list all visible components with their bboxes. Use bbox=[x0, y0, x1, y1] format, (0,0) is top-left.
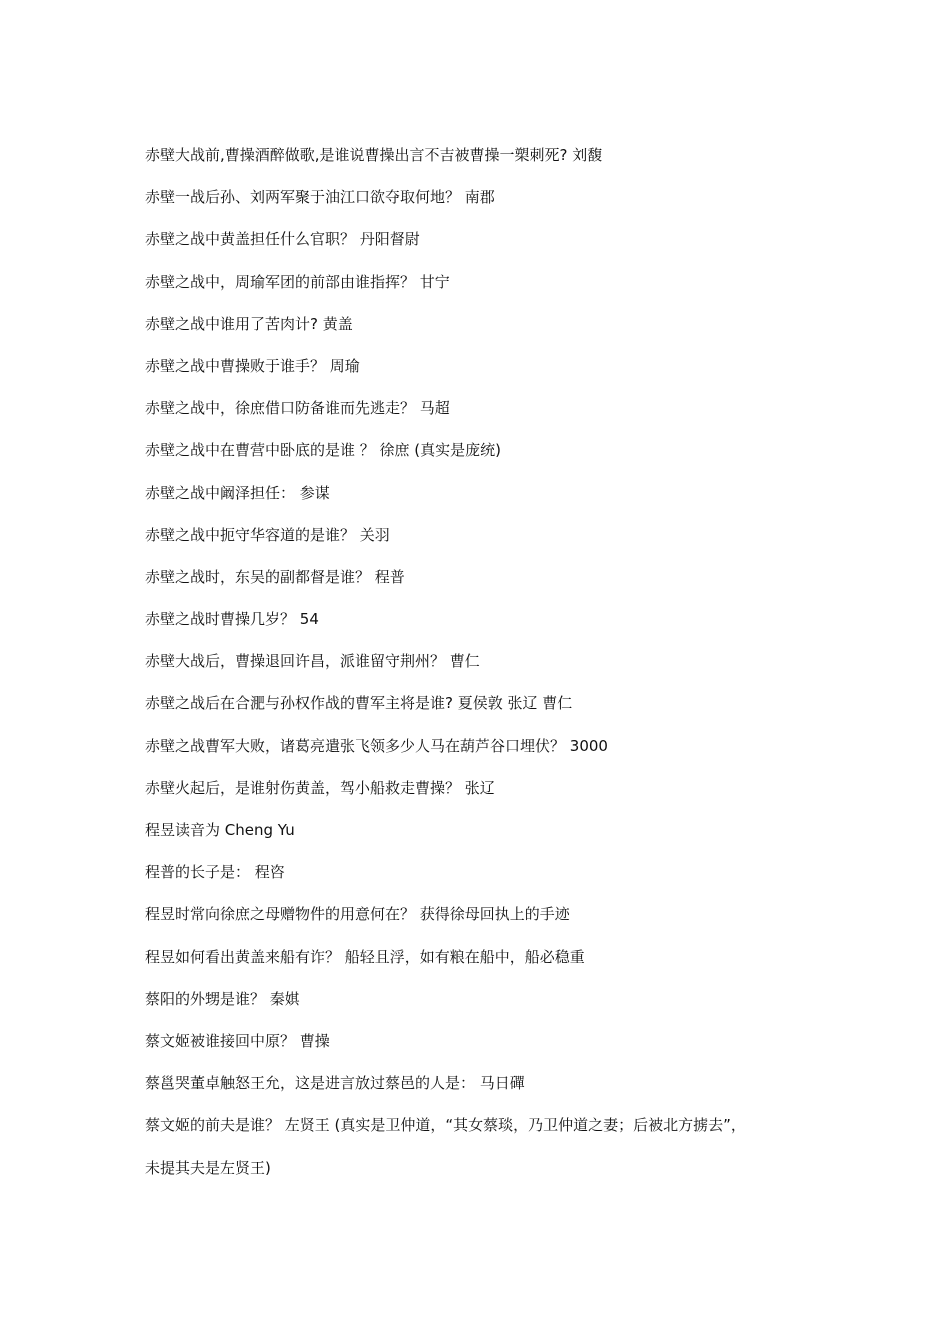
text-line: 蔡阳的外甥是谁？ 秦娸 bbox=[145, 989, 300, 1008]
text-line: 赤壁之战中，徐庶借口防备谁而先逃走？ 马超 bbox=[145, 399, 450, 418]
text-line: 赤壁大战后，曹操退回许昌，派谁留守荆州？ 曹仁 bbox=[145, 652, 480, 671]
text-body bbox=[145, 143, 825, 1198]
text-line: 赤壁之战中扼守华容道的是谁？ 关羽 bbox=[145, 525, 390, 544]
text-line: 赤壁之战时，东吴的副都督是谁？ 程普 bbox=[145, 567, 405, 586]
text-line: 程普的长子是： 程咨 bbox=[145, 863, 285, 882]
text-line: 赤壁之战时曹操几岁？ 54 bbox=[145, 610, 319, 629]
text-line: 赤壁一战后孙、刘两军聚于油江口欲夺取何地？ 南郡 bbox=[145, 188, 495, 207]
text-line: 未提其夫是左贤王) bbox=[145, 1158, 271, 1177]
text-line: 赤壁之战中阚泽担任： 参谋 bbox=[145, 483, 330, 502]
text-line: 程昱时常向徐庶之母赠物件的用意何在？ 获得徐母回执上的手迹 bbox=[145, 905, 570, 924]
text-line: 赤壁大战前,曹操酒醉做歌,是谁说曹操出言不吉被曹操一槊刺死? 刘馥 bbox=[145, 146, 603, 164]
text-line: 赤壁之战中，周瑜军团的前部由谁指挥？ 甘宁 bbox=[145, 272, 450, 291]
text-line: 程昱如何看出黄盖来船有诈？ 船轻且浮，如有粮在船中，船必稳重 bbox=[145, 947, 585, 966]
text-line: 蔡文姬的前夫是谁？ 左贤王 (真实是卫仲道，“其女蔡琰，乃卫仲道之妻；后被北方掳去”， bbox=[145, 1116, 746, 1135]
text-line: 蔡文姬被谁接回中原？ 曹操 bbox=[145, 1031, 330, 1050]
text-line: 赤壁之战曹军大败，诸葛亮遣张飞领多少人马在葫芦谷口埋伏？ 3000 bbox=[145, 736, 608, 755]
text-line: 蔡邕哭董卓触怒王允，这是进言放过蔡邑的人是： 马日磾 bbox=[145, 1074, 525, 1093]
text-line: 赤壁之战中黄盖担任什么官职？ 丹阳督尉 bbox=[145, 230, 420, 249]
text-line: 程昱读音为 Cheng Yu bbox=[145, 821, 295, 839]
text-line: 赤壁火起后，是谁射伤黄盖，驾小船救走曹操？ 张辽 bbox=[145, 778, 495, 797]
text-line: 赤壁之战中谁用了苦肉计? 黄盖 bbox=[145, 314, 353, 333]
text-line: 赤壁之战中在曹营中卧底的是谁 ？ 徐庶 (真实是庞统) bbox=[145, 441, 502, 460]
text-line: 赤壁之战后在合淝与孙权作战的曹军主将是谁? 夏侯敦 张辽 曹仁 bbox=[145, 694, 573, 713]
text-line: 赤壁之战中曹操败于谁手？ 周瑜 bbox=[145, 356, 360, 375]
